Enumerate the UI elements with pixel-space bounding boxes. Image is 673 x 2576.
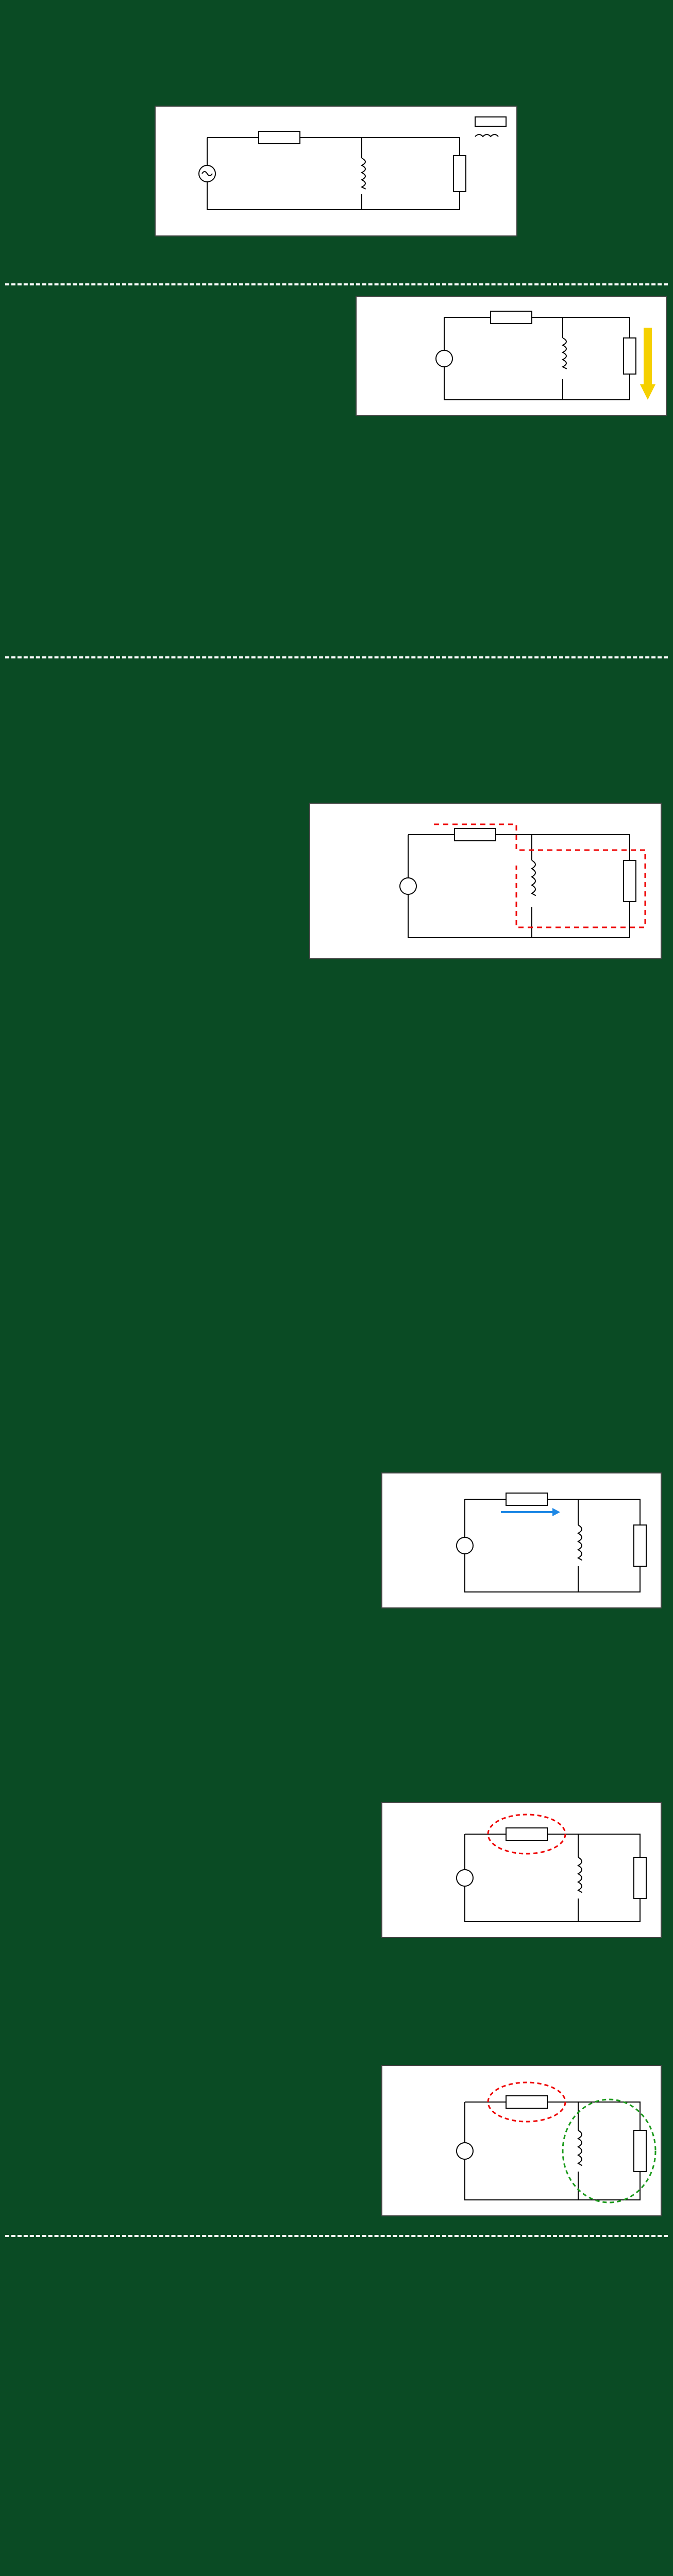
solution-voltage-r1 [0, 1792, 673, 2008]
solution-voltage-lr2 [0, 2008, 673, 2235]
solution-impedance [0, 658, 673, 1462]
circuit-1-svg [357, 297, 666, 415]
circuit-diagram-4 [381, 1802, 662, 1938]
circuit-5-svg [382, 2066, 661, 2215]
divider-3 [5, 2235, 668, 2237]
circuit-4-svg [382, 1803, 661, 1937]
circuit-2-svg [310, 804, 661, 958]
circuit-diagram-0 [155, 106, 517, 236]
circuit-diagram-1 [356, 296, 667, 416]
intro-section [0, 285, 673, 656]
circuit-0-svg [156, 107, 516, 235]
problem-section [0, 0, 673, 242]
circuit-diagram-2 [309, 803, 662, 959]
solution-current [0, 1462, 673, 1792]
circuit-3-svg [382, 1473, 661, 1607]
circuit-diagram-5 [381, 2065, 662, 2216]
circuit-diagram-3 [381, 1472, 662, 1608]
